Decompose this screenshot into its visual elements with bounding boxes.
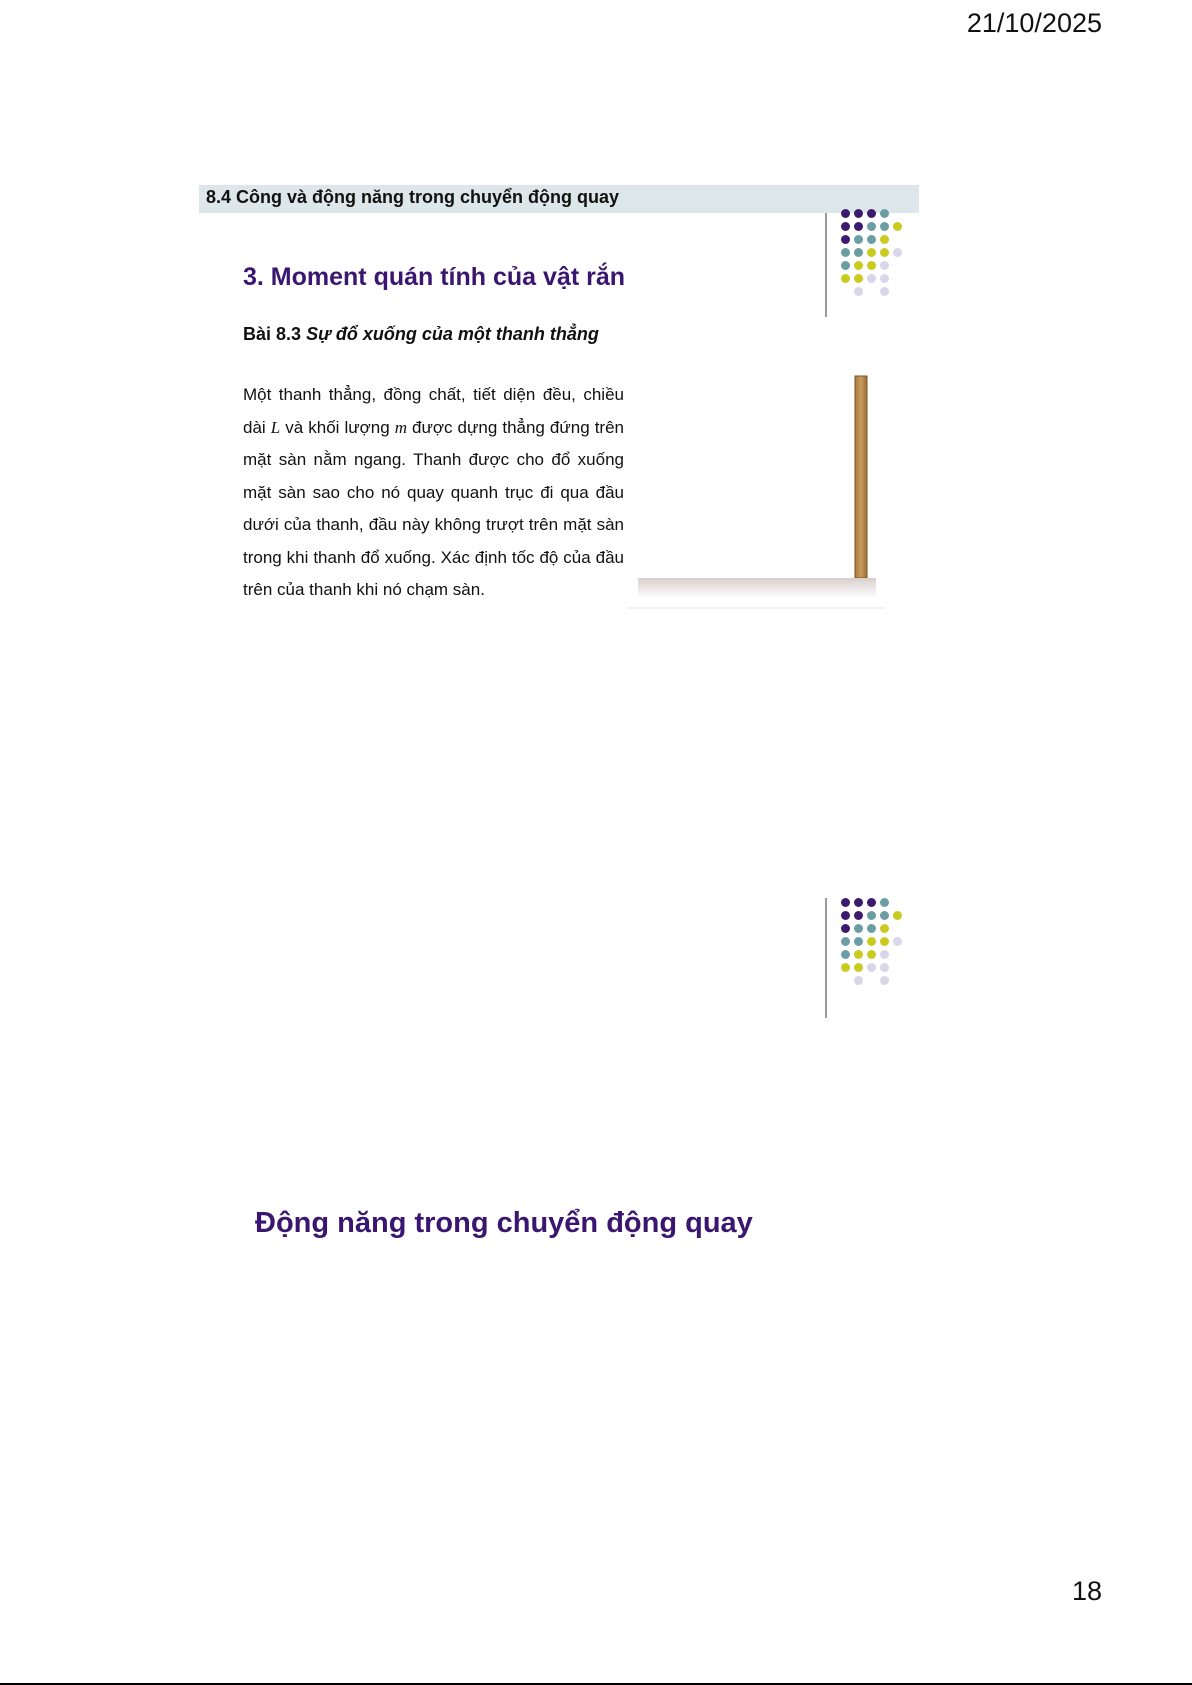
decorative-dot (841, 950, 850, 959)
variable-m: m (394, 417, 407, 437)
decorative-dot (841, 963, 850, 972)
decorative-dot (867, 248, 876, 257)
decorative-dot (841, 274, 850, 283)
decorative-dot (854, 950, 863, 959)
decorative-dot (880, 274, 889, 283)
decorative-dot (880, 963, 889, 972)
floor-surface (638, 578, 876, 598)
exercise-name: Sự đổ xuống của một thanh thẳng (306, 324, 599, 344)
variable-L: L (270, 417, 281, 437)
decorative-dot (893, 911, 902, 920)
decorative-dot (841, 248, 850, 257)
decorative-dot (854, 287, 863, 296)
rod-illustration (628, 372, 888, 612)
decorative-dot (880, 235, 889, 244)
decorative-dot (880, 898, 889, 907)
decorative-dot (867, 274, 876, 283)
slide-heading: Động năng trong chuyển động quay (255, 1207, 753, 1239)
decorative-dot (841, 937, 850, 946)
decorative-dot (893, 287, 902, 296)
decorative-dot (867, 911, 876, 920)
decorative-dot (880, 287, 889, 296)
decorative-dot (880, 222, 889, 231)
decorative-dot (854, 937, 863, 946)
decorative-dot (854, 924, 863, 933)
decorative-dot (854, 235, 863, 244)
decorative-dot (893, 950, 902, 959)
decorative-dot (893, 924, 902, 933)
decorative-dot (841, 976, 850, 985)
decorative-dot (867, 950, 876, 959)
decorative-dot (880, 248, 889, 257)
decorative-dot (893, 963, 902, 972)
decorative-dot (867, 963, 876, 972)
decorative-vertical-line (825, 213, 827, 317)
problem-text: Một thanh thẳng, đồng chất, tiết diện đều, chiều dài L và khối lượng m được dựng thẳng đứng trên mặt sàn nằm ngang. Thanh được cho đổ xuống mặt sàn sao cho nó quay quanh trục đi qua đầu dưới của thanh, đầu này không trượt trên mặt sàn trong khi thanh đổ xuống. Xác định tốc độ của đầu trên của thanh khi nó chạm sàn. (243, 385, 625, 599)
decorative-dot (893, 209, 902, 218)
decorative-dot (854, 963, 863, 972)
decorative-dot (854, 222, 863, 231)
decorative-dot (893, 248, 902, 257)
decorative-dot (841, 911, 850, 920)
slide-heading: 3. Moment quán tính của vật rắn (243, 263, 625, 291)
exercise-label: Bài 8.3 (243, 324, 302, 344)
decorative-dot (893, 235, 902, 244)
decorative-dot (893, 976, 902, 985)
decorative-dot (880, 261, 889, 270)
decorative-dot (893, 937, 902, 946)
decorative-dot (854, 248, 863, 257)
decorative-dot (854, 274, 863, 283)
decorative-dot (867, 287, 876, 296)
decorative-dot (841, 261, 850, 270)
decorative-dot (867, 976, 876, 985)
decorative-dot (880, 209, 889, 218)
slide-date: 21/10/2025 (966, 8, 1102, 38)
decorative-dot (867, 261, 876, 270)
decorative-dot (867, 222, 876, 231)
decorative-dot (867, 235, 876, 244)
decorative-dot (841, 898, 850, 907)
decorative-dot (841, 924, 850, 933)
decorative-dot (841, 222, 850, 231)
decorative-dot-grid (839, 207, 904, 298)
exercise-title (243, 324, 599, 345)
decorative-dot (854, 976, 863, 985)
decorative-dot (880, 976, 889, 985)
page-number: 18 (1071, 1576, 1102, 1606)
decorative-dot (880, 924, 889, 933)
decorative-dot (867, 209, 876, 218)
decorative-dot (854, 911, 863, 920)
decorative-dot (893, 261, 902, 270)
decorative-dot (893, 274, 902, 283)
decorative-dot (841, 209, 850, 218)
decorative-dot (893, 898, 902, 907)
decorative-dot (867, 937, 876, 946)
decorative-dot (880, 911, 889, 920)
decorative-dot (841, 235, 850, 244)
decorative-dot (854, 898, 863, 907)
decorative-dot-grid (839, 896, 904, 987)
decorative-dot (841, 287, 850, 296)
decorative-dot (867, 924, 876, 933)
decorative-dot (893, 222, 902, 231)
section-title: 8.4 Công và động năng trong chuyển động quay (206, 187, 620, 207)
decorative-vertical-line (825, 898, 827, 1018)
decorative-dot (854, 209, 863, 218)
decorative-dot (880, 937, 889, 946)
decorative-dot (867, 898, 876, 907)
decorative-dot (854, 261, 863, 270)
wooden-rod (855, 376, 867, 578)
decorative-dot (880, 950, 889, 959)
